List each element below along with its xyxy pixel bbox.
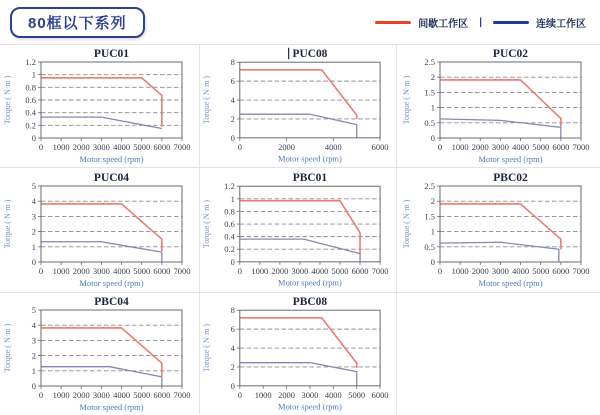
- x-tick-label: 1000: [451, 142, 469, 152]
- y-tick-label: 2: [430, 72, 435, 83]
- x-tick-label: 5000: [331, 265, 349, 276]
- y-axis-label: Torque ( N·m ): [201, 199, 211, 249]
- y-tick-label: 0: [230, 256, 235, 267]
- x-tick-label: 4000: [324, 389, 342, 400]
- header: [0, 0, 600, 44]
- x-tick-label: 6000: [371, 141, 389, 152]
- x-tick-label: 1000: [451, 266, 469, 276]
- y-tick-label: 0.8: [224, 206, 235, 217]
- chart-pbc04: [1, 293, 198, 415]
- x-tick-label: 3000: [491, 266, 509, 276]
- empty-cell: [397, 293, 600, 414]
- x-tick-label: 1000: [52, 142, 70, 152]
- series-title-badge: [10, 7, 145, 38]
- x-tick-label: 2000: [471, 142, 489, 152]
- y-tick-label: 6: [230, 323, 235, 334]
- y-tick-label: 2: [230, 113, 235, 124]
- x-tick-label: 2000: [72, 142, 90, 152]
- x-tick-label: 0: [237, 389, 242, 400]
- chart-cell-puc04: [0, 168, 200, 293]
- x-tick-label: 2000: [278, 389, 295, 400]
- x-tick-label: 6000: [552, 142, 570, 152]
- x-tick-label: 7000: [173, 389, 191, 400]
- y-tick-label: 2.5: [424, 181, 435, 191]
- chart-title: PUC01: [93, 48, 130, 60]
- x-tick-label: 1000: [251, 265, 269, 276]
- x-tick-label: 3000: [491, 142, 509, 152]
- chart-puc08: [200, 45, 396, 167]
- x-tick-label: 2000: [278, 141, 295, 152]
- chart-cell-pbc02: [397, 168, 600, 293]
- x-tick-label: 6000: [153, 266, 171, 276]
- y-tick-label: 0.5: [424, 241, 435, 252]
- y-tick-label: 0: [230, 380, 235, 391]
- x-tick-label: 4000: [512, 266, 530, 276]
- x-tick-label: 5000: [133, 266, 151, 276]
- x-tick-label: 1000: [52, 266, 70, 276]
- y-tick-label: 3: [31, 211, 36, 222]
- y-tick-label: 0: [430, 133, 435, 143]
- x-tick-label: 3000: [92, 142, 110, 152]
- y-tick-label: 1: [31, 69, 36, 80]
- x-tick-label: 5000: [532, 142, 550, 152]
- y-tick-label: 0: [230, 132, 235, 143]
- y-tick-label: 0.4: [25, 107, 36, 118]
- chart-title: PUC04: [93, 172, 130, 184]
- x-tick-label: 5000: [133, 142, 151, 152]
- y-tick-label: 8: [230, 57, 235, 68]
- x-tick-label: 7000: [572, 266, 590, 276]
- y-tick-label: 1.5: [424, 211, 435, 222]
- y-axis-label: Torque ( N·m ): [402, 75, 411, 125]
- x-tick-label: 6000: [371, 389, 389, 400]
- legend: [375, 15, 586, 30]
- x-tick-label: 7000: [173, 142, 191, 152]
- chart-pbc02: [400, 169, 597, 291]
- x-axis-label: Motor speed (rpm): [79, 401, 144, 412]
- chart-pbc08: [200, 293, 396, 415]
- chart-cell-pbc08: [200, 293, 397, 414]
- x-tick-label: 3000: [291, 265, 309, 276]
- y-tick-label: 0.4: [224, 231, 235, 242]
- y-tick-label: 4: [31, 196, 36, 207]
- x-axis-label: Motor speed (rpm): [278, 153, 342, 164]
- y-tick-label: 1: [430, 102, 435, 113]
- y-tick-label: 1: [31, 241, 36, 252]
- chart-cell-puc08: [200, 45, 397, 168]
- chart-cell-pbc04: [0, 293, 200, 414]
- y-tick-label: 1: [230, 193, 235, 204]
- text-cursor-caret: [288, 48, 289, 59]
- chart-title: PUC08: [292, 48, 328, 61]
- x-tick-label: 6000: [351, 265, 369, 276]
- x-tick-label: 1000: [254, 389, 272, 400]
- intermittent-line-swatch: [375, 21, 411, 24]
- x-tick-label: 4000: [512, 142, 530, 152]
- continuous-label: 连续工作区: [536, 18, 586, 30]
- x-tick-label: 0: [437, 266, 443, 276]
- x-tick-label: 6000: [552, 266, 570, 276]
- charts-grid: [0, 44, 600, 414]
- y-axis-label: Torque ( N·m ): [201, 323, 211, 372]
- x-tick-label: 4000: [113, 266, 131, 276]
- x-tick-label: 6000: [153, 389, 171, 400]
- y-tick-label: 4: [31, 319, 36, 330]
- x-tick-label: 0: [437, 142, 443, 152]
- y-tick-label: 6: [230, 76, 235, 87]
- y-tick-label: 0.2: [224, 244, 235, 255]
- x-tick-label: 1000: [52, 389, 70, 400]
- intermittent-label: 间歇工作区: [418, 18, 469, 30]
- y-tick-label: 4: [230, 95, 235, 106]
- y-axis-label: Torque ( N·m ): [402, 199, 411, 249]
- y-tick-label: 2: [31, 350, 36, 361]
- x-tick-label: 4000: [324, 141, 342, 152]
- x-tick-label: 3000: [92, 389, 110, 400]
- y-tick-label: 1: [31, 365, 36, 376]
- x-tick-label: 5000: [133, 389, 151, 400]
- chart-title: PBC04: [94, 295, 129, 308]
- x-tick-label: 7000: [173, 266, 191, 276]
- x-tick-label: 2000: [271, 265, 289, 276]
- y-tick-label: 0: [31, 257, 36, 267]
- x-tick-label: 5000: [348, 389, 366, 400]
- chart-title: PBC08: [292, 295, 328, 308]
- x-axis-label: Motor speed (rpm): [278, 277, 342, 288]
- x-tick-label: 0: [237, 265, 242, 276]
- y-tick-label: 2: [430, 196, 435, 207]
- x-tick-label: 0: [38, 389, 44, 400]
- chart-puc01: [1, 45, 198, 167]
- y-tick-label: 1: [430, 226, 435, 237]
- chart-cell-puc01: [0, 45, 200, 168]
- y-tick-label: 2.5: [424, 57, 435, 67]
- y-tick-label: 0.6: [25, 95, 36, 105]
- y-axis-label: Torque ( N·m ): [3, 323, 12, 372]
- chart-title: PBC02: [493, 172, 528, 184]
- y-tick-label: 0.8: [25, 82, 36, 93]
- x-tick-label: 3000: [301, 389, 319, 400]
- x-tick-label: 0: [38, 266, 44, 276]
- x-axis-label: Motor speed (rpm): [79, 278, 144, 288]
- x-tick-label: 0: [237, 141, 242, 152]
- x-tick-label: 4000: [311, 265, 329, 276]
- chart-puc04: [1, 169, 198, 291]
- x-axis-label: Motor speed (rpm): [478, 154, 543, 164]
- continuous-line-swatch: [493, 21, 529, 24]
- y-tick-label: 5: [31, 304, 36, 315]
- y-tick-label: 2: [230, 361, 235, 372]
- y-axis-label: Torque ( N·m ): [3, 199, 12, 249]
- y-tick-label: 0: [31, 380, 36, 391]
- plot-area: [440, 186, 581, 262]
- y-tick-label: 4: [230, 342, 235, 353]
- x-tick-label: 5000: [532, 266, 550, 276]
- series-title: 80框以下系列: [28, 14, 127, 32]
- chart-puc02: [400, 45, 597, 167]
- x-axis-label: Motor speed (rpm): [278, 401, 342, 412]
- plot-area: [41, 186, 182, 262]
- x-tick-label: 3000: [92, 266, 110, 276]
- y-axis-label: Torque ( N·m ): [201, 75, 211, 125]
- chart-title: PBC01: [292, 172, 328, 185]
- y-tick-label: 8: [230, 304, 235, 315]
- y-tick-label: 0: [430, 257, 435, 267]
- y-tick-label: 1.2: [25, 57, 36, 67]
- x-tick-label: 4000: [113, 389, 131, 400]
- chart-title: PUC02: [492, 48, 529, 60]
- x-axis-label: Motor speed (rpm): [79, 154, 144, 164]
- y-tick-label: 1.5: [424, 87, 435, 98]
- x-tick-label: 2000: [471, 266, 489, 276]
- chart-cell-pbc01: [200, 168, 397, 293]
- x-axis-label: Motor speed (rpm): [478, 278, 543, 288]
- y-tick-label: 2: [31, 226, 36, 237]
- y-tick-label: 0.6: [224, 219, 235, 230]
- legend-separator: |: [479, 16, 482, 28]
- x-tick-label: 2000: [72, 389, 90, 400]
- y-tick-label: 3: [31, 334, 36, 345]
- x-tick-label: 4000: [113, 142, 131, 152]
- y-tick-label: 0.2: [25, 120, 36, 131]
- y-tick-label: 1.2: [224, 181, 235, 192]
- x-tick-label: 6000: [153, 142, 171, 152]
- y-tick-label: 0: [31, 133, 36, 143]
- x-tick-label: 0: [38, 142, 44, 152]
- y-axis-label: Torque ( N·m ): [3, 75, 12, 125]
- x-tick-label: 7000: [371, 265, 389, 276]
- y-tick-label: 0.5: [424, 117, 435, 128]
- plot-area: [41, 310, 182, 386]
- y-tick-label: 5: [31, 181, 36, 191]
- chart-pbc01: [200, 169, 396, 291]
- chart-cell-puc02: [397, 45, 600, 168]
- x-tick-label: 7000: [572, 142, 590, 152]
- x-tick-label: 2000: [72, 266, 90, 276]
